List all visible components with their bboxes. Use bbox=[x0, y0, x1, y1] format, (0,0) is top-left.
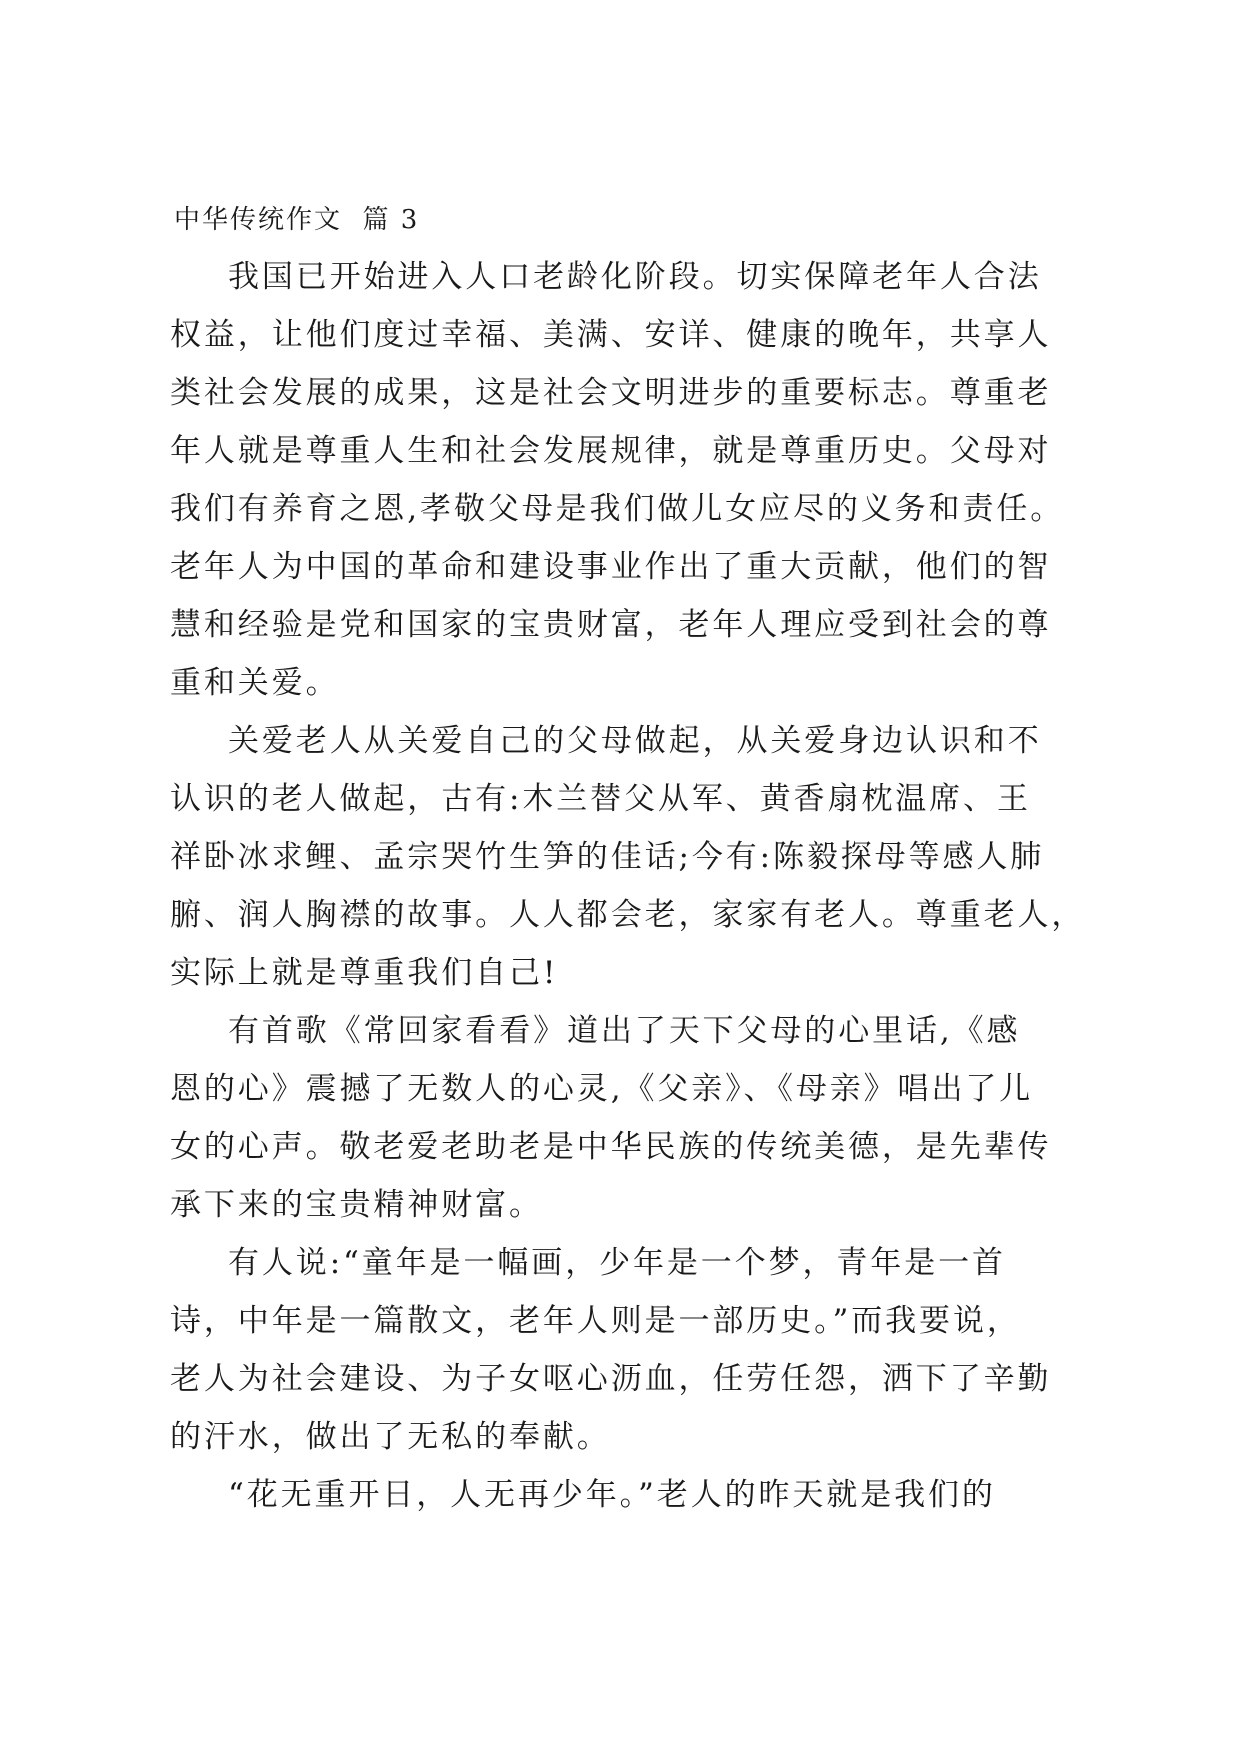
paragraph-line: 权益，让他们度过幸福、美满、安详、健康的晚年，共享人 bbox=[170, 317, 1052, 353]
paragraph-line: 类社会发展的成果，这是社会文明进步的重要标志。尊重老 bbox=[170, 375, 1052, 411]
paragraph-line: 年人就是尊重人生和社会发展规律，就是尊重历史。父母对 bbox=[170, 433, 1052, 469]
paragraph-line: 腑、润人胸襟的故事。人人都会老，家家有老人。尊重老人， bbox=[170, 897, 1086, 933]
paragraph-4 bbox=[170, 1234, 1052, 1466]
document-body bbox=[170, 248, 1086, 1524]
paragraph-line: 祥卧冰求鲤、孟宗哭竹生笋的佳话;今有:陈毅探母等感人肺 bbox=[170, 839, 1045, 875]
paragraph-2 bbox=[170, 712, 1086, 1002]
paragraph-line: 重和关爱。 bbox=[170, 665, 340, 701]
paragraph-line: 我们有养育之恩,孝敬父母是我们做儿女应尽的义务和责任。 bbox=[170, 491, 1065, 527]
paragraph-line: 我国已开始进入人口老龄化阶段。切实保障老年人合法 bbox=[228, 259, 1042, 295]
paragraph-3 bbox=[170, 1002, 1052, 1234]
paragraph-line: 实际上就是尊重我们自己! bbox=[170, 955, 559, 991]
paragraph-line: 老年人为中国的革命和建设事业作出了重大贡献，他们的智 bbox=[170, 549, 1052, 585]
paragraph-line: 诗，中年是一篇散文，老年人则是一部历史。”而我要说， bbox=[170, 1303, 1021, 1339]
paragraph-line: 认识的老人做起，古有:木兰替父从军、黄香扇枕温席、王 bbox=[170, 781, 1031, 817]
paragraph-line: 恩的心》震撼了无数人的心灵,《父亲》、《母亲》唱出了儿 bbox=[170, 1071, 1034, 1107]
paragraph-line: 有首歌《常回家看看》道出了天下父母的心里话,《感 bbox=[228, 1013, 1021, 1049]
paragraph-line: 关爱老人从关爱自己的父母做起，从关爱身边认识和不 bbox=[228, 723, 1042, 759]
paragraph-5 bbox=[170, 1466, 996, 1524]
page-title: 中华传统作文 篇 3 bbox=[174, 205, 420, 235]
paragraph-line: 慧和经验是党和国家的宝贵财富，老年人理应受到社会的尊 bbox=[170, 607, 1052, 643]
paragraph-line: 有人说:“童年是一幅画，少年是一个梦，青年是一首 bbox=[228, 1245, 1006, 1281]
paragraph-line: “花无重开日，人无再少年。”老人的昨天就是我们的 bbox=[228, 1477, 996, 1513]
paragraph-1 bbox=[170, 248, 1065, 712]
paragraph-line: 女的心声。敬老爱老助老是中华民族的传统美德，是先辈传 bbox=[170, 1129, 1052, 1165]
paragraph-line: 的汗水，做出了无私的奉献。 bbox=[170, 1419, 611, 1455]
paragraph-line: 承下来的宝贵精神财富。 bbox=[170, 1187, 543, 1223]
paragraph-line: 老人为社会建设、为子女呕心沥血，任劳任怨，洒下了辛勤 bbox=[170, 1361, 1052, 1397]
